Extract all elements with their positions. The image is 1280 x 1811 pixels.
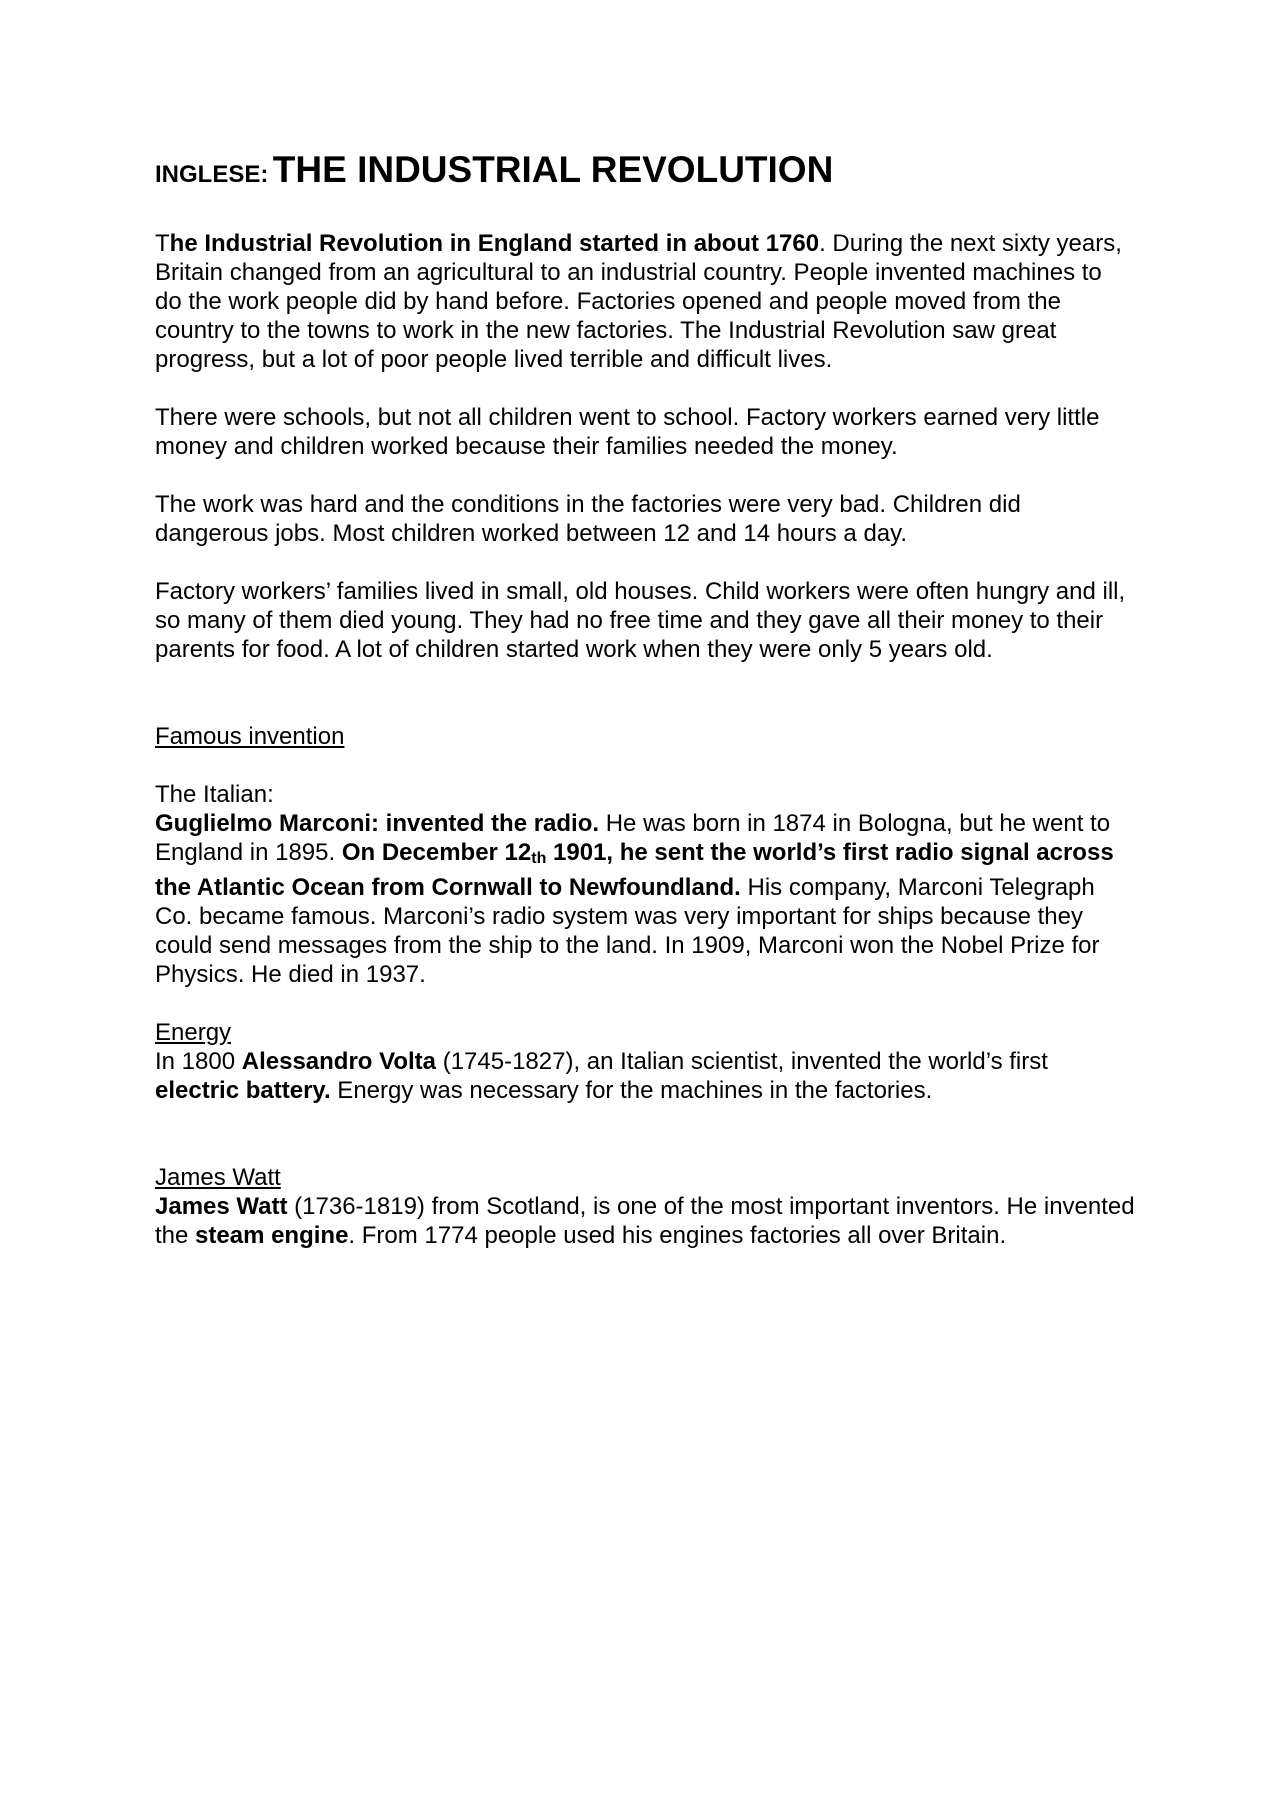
- watt-bold-2: steam engine: [195, 1221, 349, 1249]
- marconi-paragraph: [155, 809, 1135, 989]
- watt-text-1: (1736-1819) from Scotland, is one of the most important inventors. He invented the: [155, 1192, 1135, 1249]
- conditions-paragraph: The work was hard and the conditions in the factories were very bad. Children did dangerous jobs. Most children worked between 12 and 14 hours a day.: [155, 490, 1021, 547]
- energy-text-2: (1745-1827), an Italian scientist, invented the world’s first: [436, 1047, 1048, 1075]
- energy-paragraph: [155, 1047, 1135, 1105]
- document-title: [155, 150, 1135, 191]
- intro-t-letter: T: [155, 229, 170, 257]
- families-paragraph: Factory workers’ families lived in small, old houses. Child workers were often hungry and ill, so many of them died young. They had no free time and they gave all their money to their parents for food. A lot of children started work when they were only 5 years old.: [155, 577, 1126, 663]
- famous-heading-text: Famous invention: [155, 722, 345, 750]
- marconi-bold-3: 1901, he sent the world’s first radio signal across the Atlantic Ocean from Cornwall to Newfoundland.: [155, 838, 1114, 901]
- watt-heading-text: James Watt: [155, 1163, 281, 1191]
- title-main: THE INDUSTRIAL REVOLUTION: [272, 149, 834, 190]
- document-page: [155, 150, 1135, 1250]
- energy-text-3: Energy was necessary for the machines in the factories.: [330, 1076, 933, 1104]
- intro-text: . During the next sixty years, Britain changed from an agricultural to an industrial country. People invented machines to do the work people did by hand before. Factories opened and people moved from the country to the towns to work in the new factories. The Industrial Revolution saw great progress, but a lot of poor people lived terrible and difficult lives.: [155, 229, 1122, 373]
- watt-paragraph: [155, 1192, 1135, 1250]
- watt-text-2: . From 1774 people used his engines factories all over Britain.: [348, 1221, 1007, 1249]
- energy-heading: [155, 1018, 1135, 1047]
- energy-text-1: In 1800: [155, 1047, 242, 1075]
- schools-paragraph: There were schools, but not all children went to school. Factory workers earned very little money and children worked because their families needed the money.: [155, 403, 1100, 460]
- marconi-bold-2: On December 12: [341, 838, 532, 866]
- marconi-date-suffix: th: [531, 849, 547, 867]
- italian-label: The Italian:: [155, 780, 274, 808]
- intro-bold: he Industrial Revolution in England started in about 1760: [169, 229, 820, 257]
- marconi-text-2: His company, Marconi Telegraph Co. became famous. Marconi’s radio system was very important for ships because they could send messages from the ship to the land. In 1909, Marconi won the Nobel Prize for Physics. He died in 1937.: [155, 873, 1100, 988]
- marconi-text-1: He was born in 1874 in Bologna, but he went to England in 1895.: [155, 809, 1111, 866]
- energy-heading-text: Energy: [155, 1018, 232, 1046]
- energy-bold-2: electric battery.: [155, 1076, 331, 1104]
- energy-bold-1: Alessandro Volta: [241, 1047, 437, 1075]
- intro-paragraph: [155, 229, 1135, 374]
- watt-heading: [155, 1163, 1135, 1192]
- watt-bold-1: James Watt: [155, 1192, 288, 1220]
- marconi-bold-1: Guglielmo Marconi: invented the radio.: [155, 809, 600, 837]
- famous-invention-heading: [155, 722, 1135, 751]
- title-prefix: INGLESE:: [155, 161, 269, 188]
